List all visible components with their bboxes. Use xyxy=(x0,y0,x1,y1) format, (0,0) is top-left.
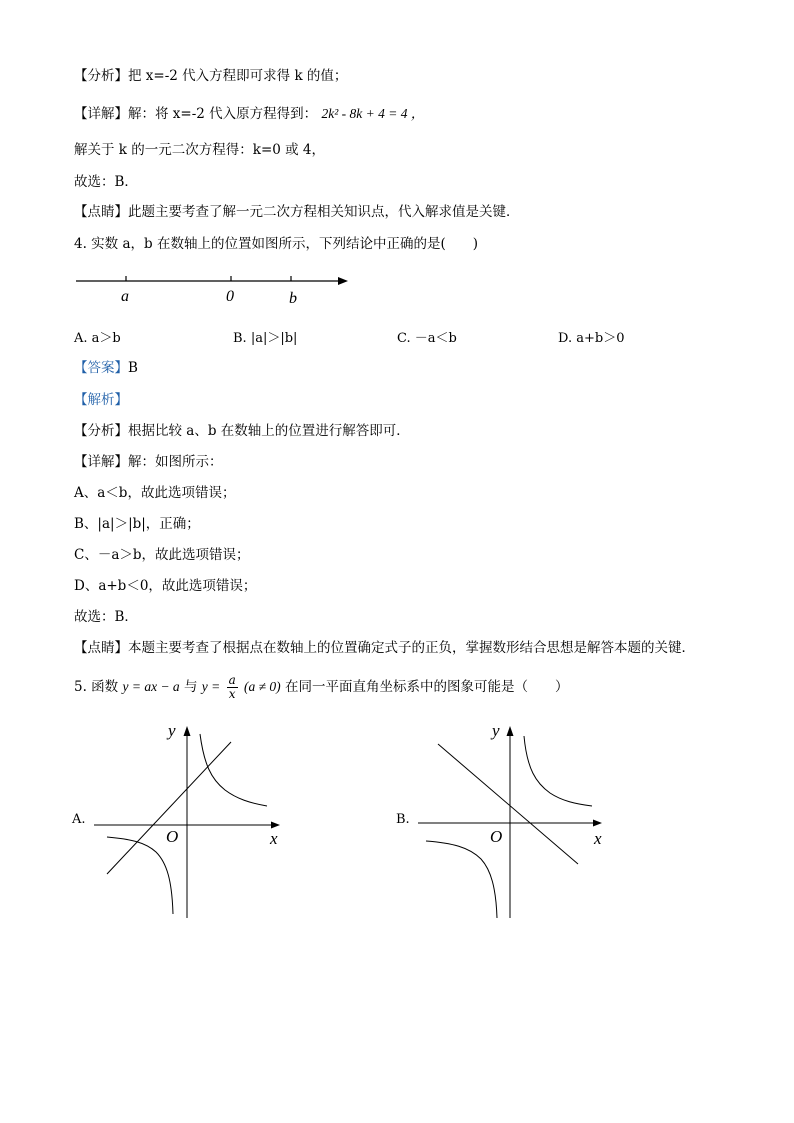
analysis-text: 根据比较 a、b 在数轴上的位置进行解答即可． xyxy=(128,423,410,439)
func1: y = ax − a xyxy=(122,679,180,694)
detail-tag: 【详解】 xyxy=(74,454,128,470)
comment-tag: 【点睛】 xyxy=(74,204,128,220)
origin-label: O xyxy=(166,827,179,846)
x-axis-arrow xyxy=(593,820,602,827)
q5-graph-b xyxy=(414,714,614,924)
q4-option-b: B. |a|＞|b| xyxy=(233,331,298,346)
stem-suffix: 在同一平面直角坐标系中的图象可能是（ ） xyxy=(284,679,569,695)
q4-step-b: B、|a|＞|b|，正确； xyxy=(74,516,200,532)
q4-option-d: D. a+b＞0 xyxy=(558,331,625,346)
x-axis-arrow xyxy=(271,822,280,829)
origin-label: O xyxy=(490,827,503,846)
detail-tag: 【详解】 xyxy=(74,106,128,122)
stem-prefix: 5. 函数 xyxy=(74,679,119,695)
answer-tag: 【答案】 xyxy=(74,360,128,376)
q5-graph-a xyxy=(90,714,290,924)
q4-step-d: D、a+b＜0，故此选项错误； xyxy=(74,578,257,594)
hyperbola-branch-q3 xyxy=(426,841,497,918)
analysis-text: 把 x=-2 代入方程即可求得 k 的值； xyxy=(128,68,348,84)
answer-value: B xyxy=(128,360,138,376)
x-label: x xyxy=(594,829,602,848)
q4-number-line xyxy=(70,268,360,312)
q4-step-c: C、－a＞b，故此选项错误； xyxy=(74,547,250,563)
q5-option-b-label: B. xyxy=(396,812,410,827)
q4-stem: 4. 实数 a，b 在数轴上的位置如图所示，下列结论中正确的是( ) xyxy=(74,236,478,252)
func2-lhs: y = xyxy=(201,679,221,694)
comment-text: 此题主要考查了解一元二次方程相关知识点，代入解求值是关键． xyxy=(128,204,520,220)
detail-text: 解：如图所示： xyxy=(128,454,223,470)
linear-function-line xyxy=(107,742,231,874)
label-0: 0 xyxy=(226,288,234,305)
comment-tag: 【点睛】 xyxy=(74,640,128,656)
q4-analysis-line xyxy=(74,421,410,441)
y-axis-arrow xyxy=(184,726,191,736)
hyperbola-branch-q3 xyxy=(107,837,173,914)
q4-choose-line: 故选：B． xyxy=(74,609,138,625)
hyperbola-branch-q1 xyxy=(524,736,592,806)
label-b: b xyxy=(289,290,297,307)
detail-equation: 2k² - 8k + 4 = 4 ， xyxy=(321,106,425,121)
label-a: a xyxy=(121,288,129,305)
q4-option-c: C. －a＜b xyxy=(397,331,457,346)
q4-option-a: A. a＞b xyxy=(74,331,121,346)
prev-comment-line xyxy=(74,202,520,222)
q4-step-a: A、a＜b，故此选项错误； xyxy=(74,485,236,501)
analysis-tag: 【分析】 xyxy=(74,68,128,84)
hyperbola-branch-q1 xyxy=(200,734,267,806)
func2-den: x xyxy=(228,687,236,701)
y-label: y xyxy=(168,721,176,740)
prev-solve-line: 解关于 k 的一元二次方程得：k=0 或 4， xyxy=(74,142,326,158)
analysis-tag: 【分析】 xyxy=(74,423,128,439)
x-label: x xyxy=(270,829,278,848)
y-label: y xyxy=(492,721,500,740)
prev-choose-line: 故选：B． xyxy=(74,174,138,190)
number-line-arrow xyxy=(338,277,348,285)
func2-cond: (a ≠ 0) xyxy=(244,679,281,694)
func2-num: a xyxy=(228,673,236,687)
q4-explain-tag: 【解析】 xyxy=(74,392,128,408)
q4-comment-line xyxy=(74,638,695,658)
q5-stem xyxy=(74,674,568,701)
detail-lead: 解：将 x=-2 代入原方程得到： xyxy=(128,106,318,122)
q5-option-a-label: A. xyxy=(72,812,86,827)
prev-detail-line xyxy=(74,104,424,124)
stem-mid: 与 xyxy=(183,679,198,695)
prev-analysis-line xyxy=(74,66,347,86)
q4-detail-line xyxy=(74,452,223,472)
comment-text: 本题主要考查了根据点在数轴上的位置确定式子的正负，掌握数形结合思想是解答本题的关键． xyxy=(128,640,695,656)
y-axis-arrow xyxy=(507,726,514,736)
q4-answer-line xyxy=(74,358,138,378)
func2-fraction xyxy=(227,674,238,701)
